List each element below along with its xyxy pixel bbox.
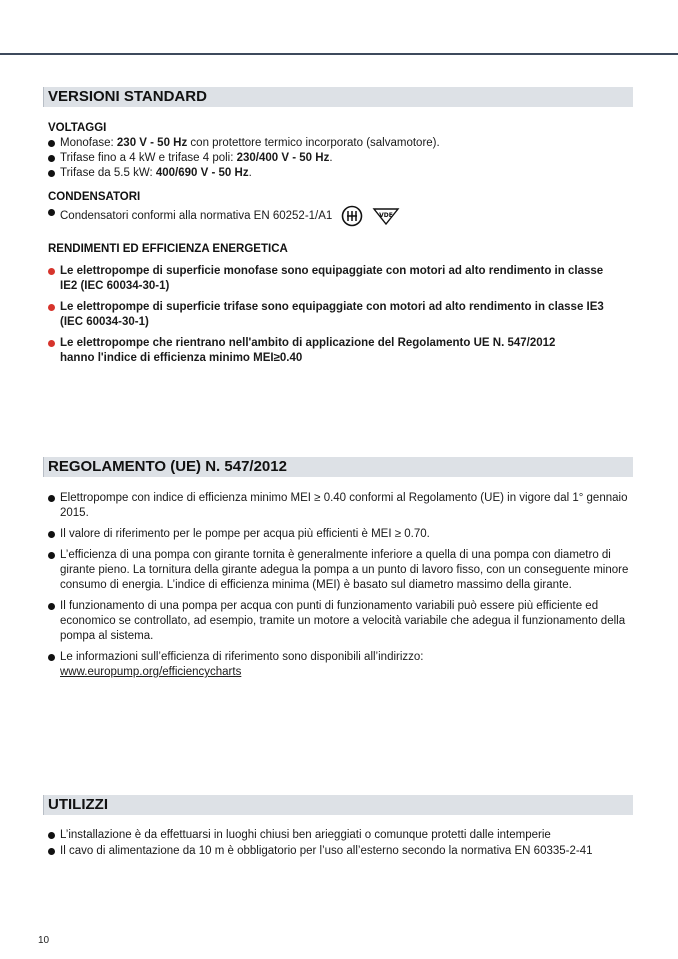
list-item: Condensatori conformi alla normativa EN 60252-1/A1 VDE	[48, 205, 401, 227]
efficiency-charts-link[interactable]: www.europump.org/efficiencycharts	[60, 666, 242, 678]
rendimenti-list	[48, 264, 618, 372]
bullet-icon	[48, 848, 55, 855]
bullet-icon	[48, 832, 55, 839]
red-bullet-icon	[48, 304, 55, 311]
list-item: Le elettropompe che rientrano nell'ambito di applicazione del Regolamento UE N. 547/2012 hanno l'indice di efficienza minimo MEI≥0.40	[48, 336, 590, 366]
bullet-icon	[48, 209, 55, 216]
list-item: L’efficienza di una pompa con girante tornita è generalmente inferiore a quella di una pompa con diametro di girante pieno. La tornitura della girante adegua la pompa a un punto di lavoro fisso, con un conseguente minore consumo di energia. L’indice di efficienza minima (MEI) è basato sul diametro massimo della girante.	[48, 548, 632, 593]
list-item: L’installazione è da effettuarsi in luoghi chiusi ben arieggiati o comunque protetti dalle intemperie	[48, 828, 593, 843]
page-number: 10	[38, 935, 50, 946]
bullet-icon	[48, 531, 55, 538]
condensatori-heading: CONDENSATORI	[48, 191, 141, 203]
list-item: Il funzionamento di una pompa per acqua con punti di funzionamento variabili può essere più efficiente ed economico se controllato, ad esempio, tramite un motore a velocità variabile che adegua il funzionamento della pompa al sistema.	[48, 599, 632, 644]
top-rule	[0, 53, 678, 55]
list-item: Trifase da 5.5 kW: 400/690 V - 50 Hz.	[48, 166, 440, 181]
list-item: Elettropompe con indice di efficienza minimo MEI ≥ 0.40 conformi al Regolamento (UE) in vigore dal 1° gennaio 2015.	[48, 491, 632, 521]
section-title-versioni-standard: VERSIONI STANDARD	[43, 87, 633, 107]
vde-certification-icon	[371, 206, 401, 226]
list-item: Il cavo di alimentazione da 10 m è obbligatorio per l’uso all’esterno secondo la normativa EN 60335-2-41	[48, 844, 593, 859]
list-item: Il valore di riferimento per le pompe per acqua più efficienti è MEI ≥ 0.70.	[48, 527, 632, 542]
bullet-icon	[48, 552, 55, 559]
rendimenti-heading: RENDIMENTI ED EFFICIENZA ENERGETICA	[48, 243, 288, 255]
list-item: Le informazioni sull’efficienza di riferimento sono disponibili all’indirizzo: www.europump.org/efficiencycharts	[48, 650, 632, 680]
imq-certification-icon	[340, 205, 364, 227]
section-title-utilizzi: UTILIZZI	[43, 795, 633, 815]
list-item: Monofase: 230 V - 50 Hz con protettore termico incorporato (salvamotore).	[48, 136, 440, 151]
red-bullet-icon	[48, 340, 55, 347]
section-title-regolamento: REGOLAMENTO (UE) N. 547/2012	[43, 457, 633, 477]
bullet-icon	[48, 170, 55, 177]
vde-mark-label: VDE	[378, 212, 393, 219]
utilizzi-list	[48, 828, 593, 860]
bullet-icon	[48, 495, 55, 502]
bullet-icon	[48, 140, 55, 147]
voltaggi-list	[48, 136, 440, 181]
regolamento-list	[48, 491, 632, 686]
condensatori-list	[48, 205, 401, 227]
voltaggi-heading: VOLTAGGI	[48, 122, 107, 134]
bullet-icon	[48, 155, 55, 162]
list-item: Trifase fino a 4 kW e trifase 4 poli: 230/400 V - 50 Hz.	[48, 151, 440, 166]
red-bullet-icon	[48, 268, 55, 275]
list-item: Le elettropompe di superficie trifase sono equipaggiate con motori ad alto rendimento in classe IE3 (IEC 60034-30-1)	[48, 300, 618, 330]
bullet-icon	[48, 654, 55, 661]
list-item: Le elettropompe di superficie monofase sono equipaggiate con motori ad alto rendimento in classe IE2 (IEC 60034-30-1)	[48, 264, 618, 294]
bullet-icon	[48, 603, 55, 610]
